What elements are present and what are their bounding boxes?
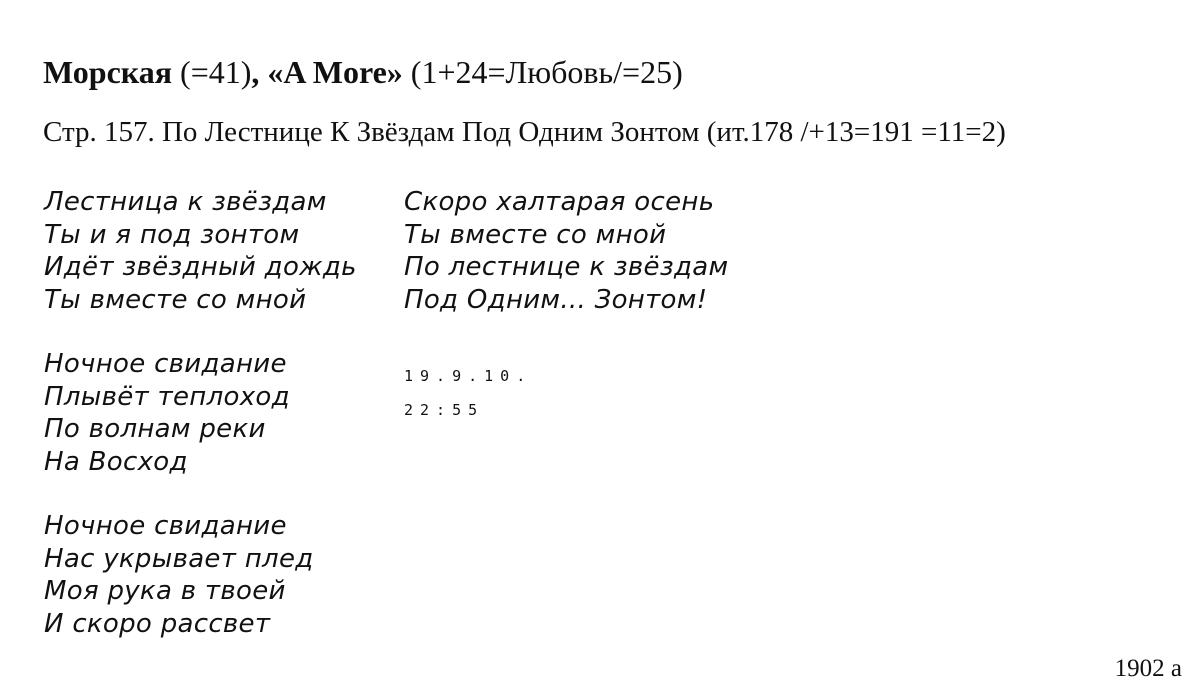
poem-line: По волнам реки: [44, 414, 266, 444]
page-number: 1902 а: [1114, 655, 1182, 682]
poem-line: Ты вместе со мной: [404, 219, 667, 250]
poem-line: Моя рука в твоей: [44, 576, 286, 606]
poem-line: Плывёт теплоход: [44, 381, 290, 412]
poem-line: Нас укрывает плед: [44, 543, 314, 574]
title-formula: (1+24=Любовь/=25): [402, 54, 683, 90]
stanza-4: [404, 186, 728, 316]
poem-line: Ночное свидание: [44, 349, 287, 379]
poem-line: На Восход: [44, 446, 188, 477]
poem-line: Скоро халтарая осень: [404, 187, 715, 217]
stanza-3: [44, 510, 357, 640]
poem-line: По лестнице к звёздам: [404, 252, 729, 282]
date-stamp: 19.9.10.: [404, 367, 533, 385]
title-name: Морская: [43, 54, 173, 90]
poem-line: Ты вместе со мной: [44, 284, 307, 315]
title-number: (=41): [172, 54, 252, 90]
page-subtitle: Стр. 157. По Лестнице К Звёздам Под Одним Зонтом (ит.178 /+13=191 =11=2): [43, 116, 1006, 148]
stanza-1: [44, 186, 357, 316]
page-title: [43, 52, 683, 92]
poem-right-column: [404, 186, 728, 348]
time-stamp: 22:55: [404, 401, 485, 419]
stanza-2: [44, 348, 357, 478]
poem-line: Ты и я под зонтом: [44, 219, 300, 250]
poem-line: И скоро рассвет: [44, 608, 271, 639]
poem-line: Под Одним... Зонтом!: [404, 284, 708, 315]
title-alias: , «A More»: [251, 54, 403, 90]
poem-line: Идёт звёздный дождь: [44, 252, 357, 282]
poem-line: Лестница к звёздам: [44, 187, 327, 217]
poem-line: Ночное свидание: [44, 511, 287, 541]
poem-left-column: [44, 186, 357, 672]
